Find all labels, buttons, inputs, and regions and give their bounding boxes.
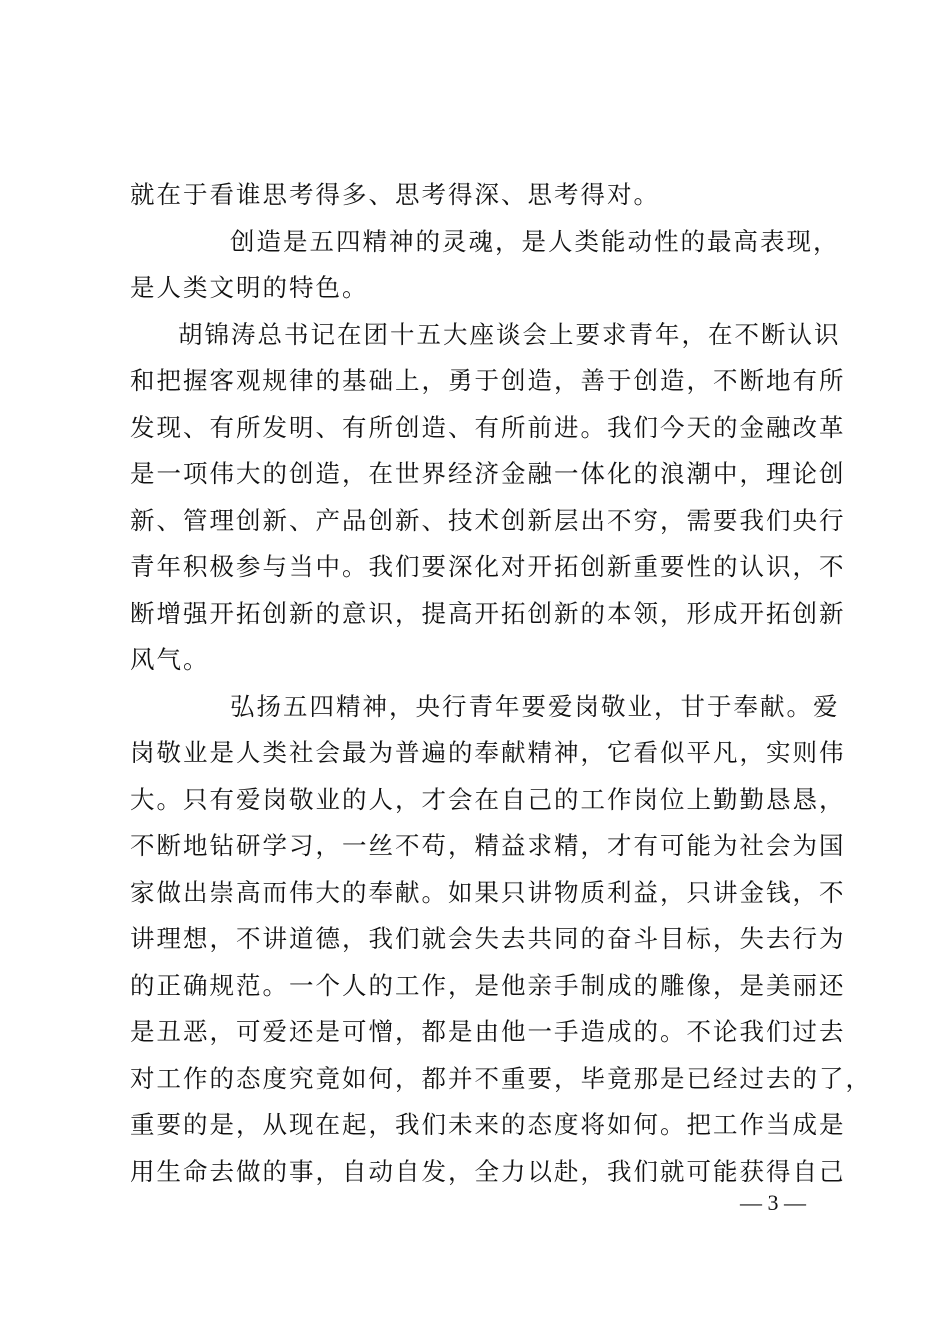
- text-line: 用生命去做的事，自动自发，全力以赴，我们就可能获得自己: [130, 1156, 846, 1186]
- text-line: 是丑恶，可爱还是可憎，都是由他一手造成的。不论我们过去: [130, 1017, 846, 1046]
- body-text: [130, 172, 872, 1195]
- text-line: 家做出崇高而伟大的奉献。如果只讲物质利益，只讲金钱，不: [130, 877, 846, 907]
- text-line: 就在于看谁思考得多、思考得深、思考得对。: [130, 180, 660, 209]
- text-line: 讲理想，不讲道德，我们就会失去共同的奋斗目标，失去行为: [130, 924, 846, 953]
- text-line: 对工作的态度究竟如何，都并不重要，毕竟那是已经过去的了，: [130, 1063, 872, 1093]
- paragraph-first-line: 弘扬五四精神，央行青年要爱岗敬业，甘于奉献。爱: [230, 691, 840, 721]
- text-line: 大。只有爱岗敬业的人，才会在自己的工作岗位上勤勤恳恳，: [130, 784, 846, 814]
- text-line: 新、管理创新、产品创新、技术创新层出不穷，需要我们央行: [130, 505, 846, 535]
- text-line: 重要的是，从现在起，我们未来的态度将如何。把工作当成是: [130, 1110, 846, 1139]
- text-line: 的正确规范。一个人的工作，是他亲手制成的雕像，是美丽还: [130, 970, 846, 1000]
- page-number: — 3 —: [740, 1190, 806, 1215]
- text-line: 不断地钻研学习，一丝不苟，精益求精，才有可能为社会为国: [130, 831, 846, 860]
- text-line: 青年积极参与当中。我们要深化对开拓创新重要性的认识，不: [130, 552, 846, 581]
- text-line: 风气。: [130, 645, 210, 674]
- text-line: 是一项伟大的创造，在世界经济金融一体化的浪潮中，理论创: [130, 459, 846, 488]
- text-line: 是人类文明的特色。: [130, 273, 369, 302]
- paragraph-first-line: 创造是五四精神的灵魂，是人类能动性的最高表现，: [230, 226, 840, 256]
- text-line: 岗敬业是人类社会最为普遍的奉献精神，它看似平凡，实则伟: [130, 738, 846, 767]
- text-line: 发现、有所发明、有所创造、有所前进。我们今天的金融改革: [130, 412, 846, 442]
- text-line: 断增强开拓创新的意识，提高开拓创新的本领，形成开拓创新: [130, 598, 846, 628]
- text-line: 和把握客观规律的基础上，勇于创造，善于创造，不断地有所: [130, 366, 846, 395]
- paragraph-first-line: 胡锦涛总书记在团十五大座谈会上要求青年，在不断认识: [178, 319, 841, 349]
